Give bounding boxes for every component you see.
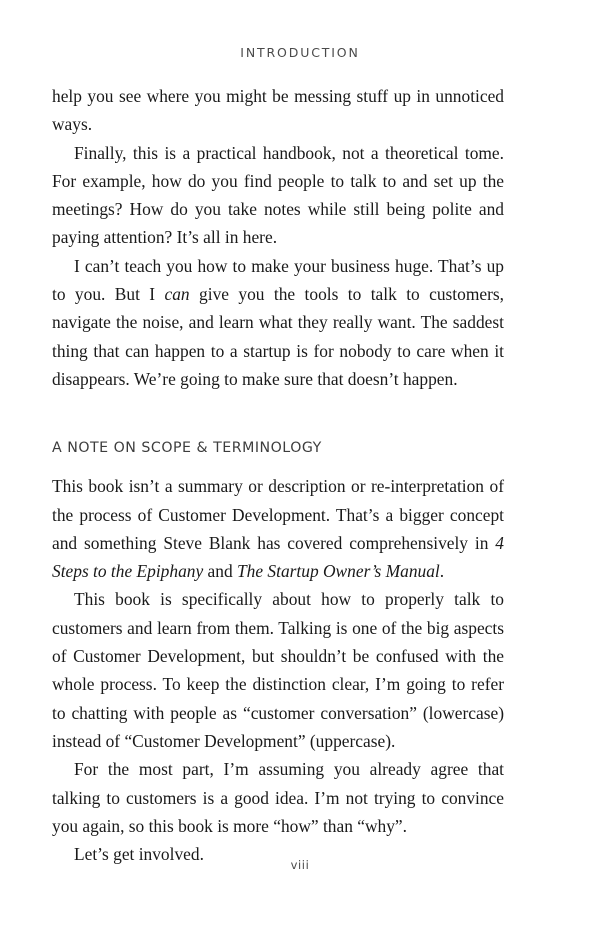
running-head: INTRODUCTION — [240, 45, 360, 60]
paragraph-for-the-most-part: For the most part, I’m assuming you already agree that talking to customers is a good idea. I’m not trying to convince you again, so this book is more “how” than “why”. — [52, 759, 504, 836]
paragraph-finally: Finally, this is a practical handbook, not a theoretical tome. For example, how do you find people to talk to and set up the meetings? How do you take notes while still being polite and paying attention? It’s all in here. — [52, 142, 504, 248]
paragraph-text-segment: . — [439, 561, 445, 582]
paragraph-text-segment: This book isn’t a summary or description or re-interpretation of the process of Customer Development. That’s a bigger concept and something Steve Blank has covered comprehensively in — [52, 476, 504, 553]
book-title-four-steps: 4 Steps to the Epiphany — [52, 532, 504, 582]
page-number: viii — [290, 858, 310, 872]
book-title-startup-owners-manual: The Startup Owner’s Manual — [237, 561, 440, 582]
paragraph-text-segment: and — [203, 561, 237, 582]
emphasis-can: can — [164, 284, 190, 305]
paragraph-text-segment: give you the tools to talk to customers, navigate the noise, and learn what they really want. The saddest thing that can happen to a startup is for nobody to care when it disappears. We’re going to make sure that doesn’t happen. — [52, 284, 504, 389]
paragraph-continuation: help you see where you might be messing stuff up in unnoticed ways. — [52, 86, 504, 135]
paragraph-text-segment: I can’t teach you how to make your business huge. That’s up to you. But I — [52, 255, 504, 305]
paragraph-this-book-isnt — [52, 472, 504, 585]
section-heading: A NOTE ON SCOPE & TERMINOLOGY — [52, 440, 322, 457]
text-block — [52, 82, 504, 868]
paragraph-lets-get-involved: Let’s get involved. — [74, 844, 204, 865]
paragraph-i-cant-teach — [52, 252, 504, 393]
paragraph-specifically-about: This book is specifically about how to properly talk to customers and learn from them. Talking is one of the big aspects of Customer Development, but shouldn’t be confused with the whole process. To keep the distinction clear, I’m going to refer to chatting with people as “customer conversation” (lowercase) instead of “Customer Development” (uppercase). — [52, 589, 504, 751]
